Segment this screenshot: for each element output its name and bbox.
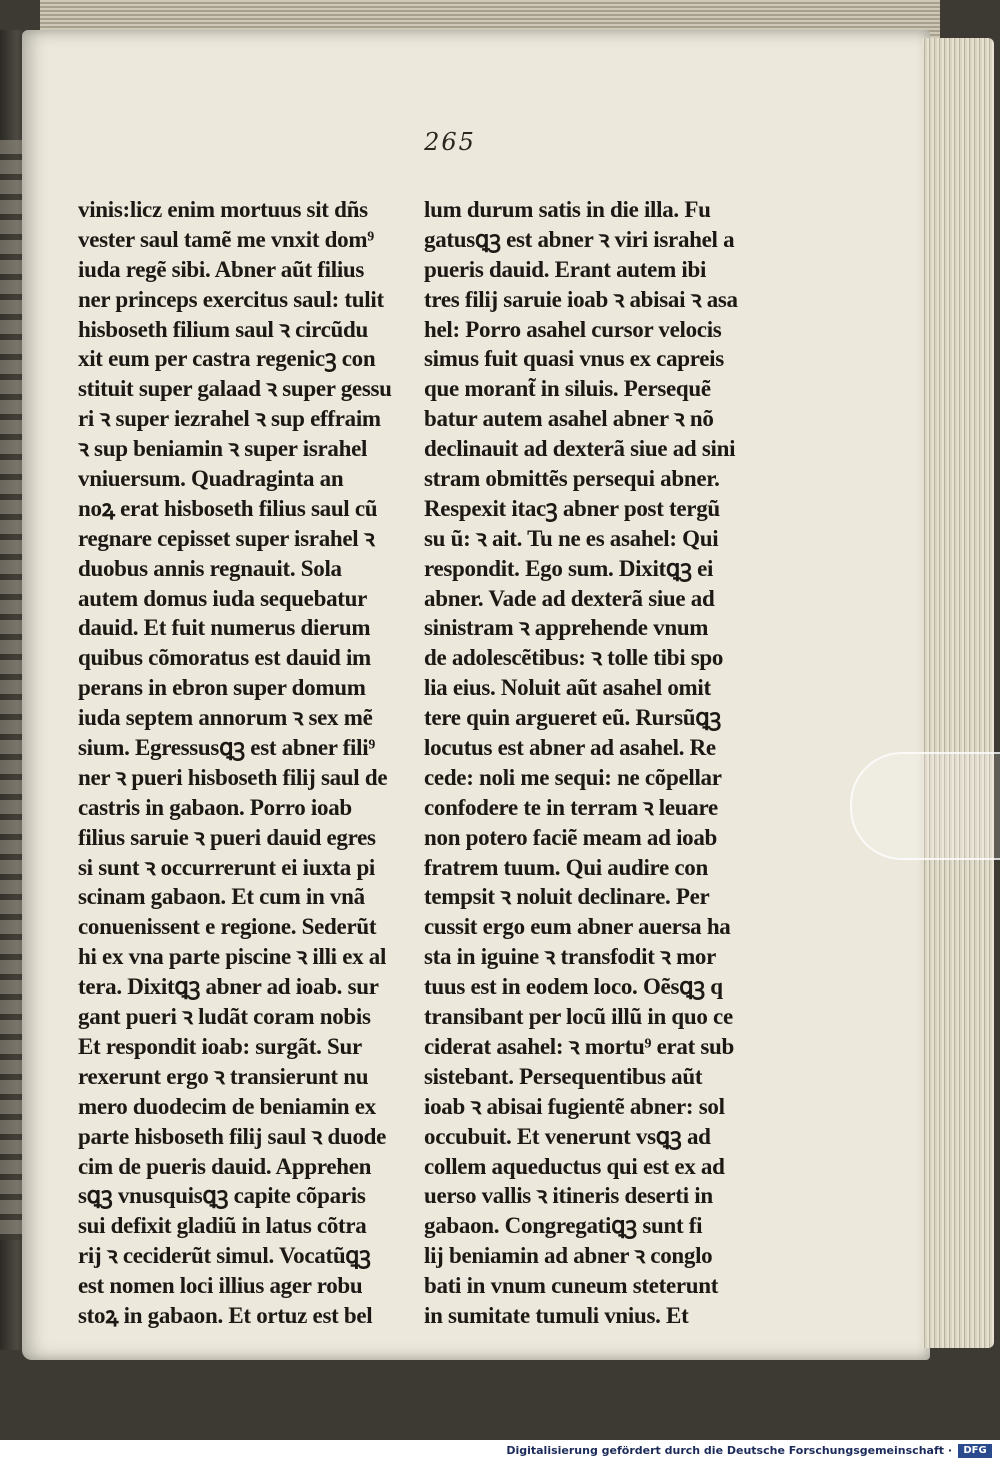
text-line: sta in iguine ꝛ transfodit ꝛ mor — [424, 944, 717, 970]
text-line: tere quin argueret eũ. Rursũꝗꝫ — [424, 705, 721, 731]
text-line: gatusꝗꝫ est abner ꝛ viri israhel a — [424, 226, 735, 252]
text-line: perans in ebron super domum — [78, 675, 366, 701]
text-line: rexerunt ergo ꝛ transierunt nu — [78, 1063, 369, 1089]
text-line: sinistram ꝛ apprehende vnum — [424, 615, 709, 641]
text-line: collem aqueductus qui est ex ad — [424, 1153, 725, 1179]
text-line: cede: noli me sequi: ne cõpellar — [424, 764, 722, 790]
page-edges — [922, 38, 994, 1348]
text-line: declinauit ad dexterã siue ad sini — [424, 436, 736, 462]
text-line: locutus est abner ad asahel. Re — [424, 735, 716, 761]
text-column-right — [424, 195, 774, 1331]
text-line: su ũ: ꝛ ait. Tu ne es asahel: Qui — [424, 525, 719, 551]
text-line: rij ꝛ ceciderũt simul. Vocatũꝗꝫ — [78, 1243, 371, 1269]
text-line: hi ex vna parte piscine ꝛ illi ex al — [78, 944, 387, 970]
text-line: duobus annis regnauit. Sola — [78, 555, 342, 581]
plastic-page-clip — [850, 752, 1000, 860]
text-line: respondit. Ego sum. Dixitꝗꝫ ei — [424, 555, 714, 581]
dfg-logo: DFG — [958, 1444, 992, 1458]
text-line: simus fuit quasi vnus ex capreis — [424, 346, 724, 372]
text-line: iuda septem annorum ꝛ sex mẽ — [78, 705, 373, 731]
text-line: ioab ꝛ abisai fugientẽ abner: sol — [424, 1093, 725, 1119]
text-line: vester saul tamẽ me vnxit dom⁹ — [78, 226, 374, 252]
text-line: quibus cõmoratus est dauid im — [78, 645, 371, 671]
text-line: ner ꝛ pueri hisboseth filij saul de — [78, 764, 388, 790]
text-line: sꝗꝫ vnusquisꝗꝫ capite cõparis — [78, 1183, 366, 1209]
text-line: castris in gabaon. Porro ioab — [78, 794, 352, 820]
text-line: non potero faciẽ meam ad ioab — [424, 824, 718, 850]
text-line: scinam gabaon. Et cum in vnã — [78, 884, 365, 910]
text-line: tuus est in eodem loco. Oẽsꝗꝫ q — [424, 974, 723, 1000]
text-line: confodere te in terram ꝛ leuare — [424, 794, 718, 820]
text-line: conuenissent e regione. Sederũt — [78, 914, 377, 940]
text-line: regnare cepisset super israhel ꝛ — [78, 525, 375, 551]
text-line: Et respondit ioab: surgãt. Sur — [78, 1033, 362, 1059]
text-line: bati in vnum cuneum steterunt — [424, 1273, 719, 1299]
text-line: batur autem asahel abner ꝛ nõ — [424, 406, 714, 432]
text-line: mero duodecim de beniamin ex — [78, 1093, 376, 1119]
text-line: transibant per locũ illũ in quo ce — [424, 1004, 733, 1030]
text-line: sium. Egressusꝗꝫ est abner fili⁹ — [78, 735, 375, 761]
text-column-left — [78, 195, 428, 1331]
page-number: 265 — [424, 128, 476, 156]
text-line: vinis:licz enim mortuus sit dñs — [78, 197, 368, 222]
text-line: ciderat asahel: ꝛ mortu⁹ erat sub — [424, 1033, 735, 1059]
text-line: filius saruie ꝛ pueri dauid egres — [78, 824, 376, 850]
funding-credit: Digitalisierung gefördert durch die Deutsche Forschungsgemeinschaft · — [506, 1444, 952, 1457]
text-line: sistebant. Persequentibus aũt — [424, 1063, 703, 1089]
text-line: stram obmittẽs persequi abner. — [424, 466, 720, 492]
text-line: ner princeps exercitus saul: tulit — [78, 286, 384, 312]
text-line: ꝛ sup beniamin ꝛ super israhel — [78, 436, 368, 462]
text-line: lia eius. Noluit aũt asahel omit — [424, 675, 711, 701]
text-line: in sumitate tumuli vnius. Et — [424, 1302, 689, 1328]
text-line: cussit ergo eum abner auersa ha — [424, 914, 731, 940]
text-line: stituit super galaad ꝛ super gessu — [78, 376, 392, 402]
text-line: lum durum satis in die illa. Fu — [424, 197, 711, 222]
text-line: parte hisboseth filij saul ꝛ duode — [78, 1123, 387, 1149]
text-line: gant pueri ꝛ ludãt coram nobis — [78, 1004, 371, 1030]
text-line: est nomen loci illius ager robu — [78, 1273, 363, 1299]
text-line: gabaon. Congregatiꝗꝫ sunt fi — [424, 1213, 703, 1239]
text-line: lij beniamin ad abner ꝛ conglo — [424, 1243, 713, 1269]
text-line: fratrem tuum. Qui audire con — [424, 854, 708, 880]
text-line: de adolescẽtibus: ꝛ tolle tibi spo — [424, 645, 724, 671]
text-line: sui defixit gladiũ in latus cõtra — [78, 1213, 367, 1239]
text-line: cim de pueris dauid. Apprehen — [78, 1153, 372, 1179]
text-line: ri ꝛ super iezrahel ꝛ sup effraim — [78, 406, 381, 432]
text-line: Respexit itacꝫ abner post tergũ — [424, 495, 720, 521]
facing-page-text-fragment — [0, 140, 22, 1240]
text-line: noꝝ erat hisboseth filius saul cũ — [78, 495, 378, 521]
text-line: occubuit. Et venerunt vsꝗꝫ ad — [424, 1123, 711, 1149]
text-line: autem domus iuda sequebatur — [78, 585, 368, 611]
text-line: si sunt ꝛ occurrerunt ei iuxta pi — [78, 854, 376, 880]
text-line: tempsit ꝛ noluit declinare. Per — [424, 884, 710, 910]
text-line: hisboseth filium saul ꝛ circũdu — [78, 316, 369, 342]
text-line: abner. Vade ad dexterã siue ad — [424, 585, 715, 611]
text-line: vniuersum. Quadraginta an — [78, 466, 344, 492]
text-line: pueris dauid. Erant autem ibi — [424, 256, 707, 282]
text-line: iuda regẽ sibi. Abner aũt filius — [78, 256, 365, 282]
text-line: que morant̃ in siluis. Persequẽ — [424, 376, 711, 402]
text-line: uerso vallis ꝛ itineris deserti in — [424, 1183, 713, 1209]
text-line: dauid. Et fuit numerus dierum — [78, 615, 371, 641]
text-line: tera. Dixitꝗꝫ abner ad ioab. sur — [78, 974, 379, 1000]
text-line: stoꝝ in gabaon. Et ortuz est bel — [78, 1302, 373, 1328]
text-line: xit eum per castra regenicꝫ con — [78, 346, 376, 372]
text-line: hel: Porro asahel cursor velocis — [424, 316, 722, 342]
text-line: tres filij saruie ioab ꝛ abisai ꝛ asa — [424, 286, 738, 312]
